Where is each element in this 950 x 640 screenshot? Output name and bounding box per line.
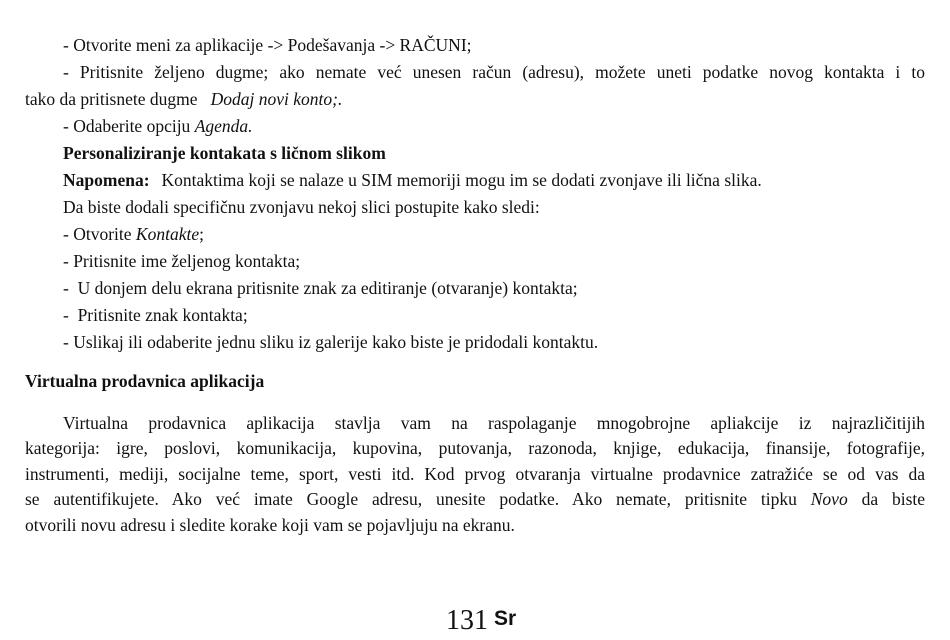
step-open-contacts: - Otvorite Kontakte; bbox=[63, 224, 204, 244]
step-take-photo: - Uslikaj ili odaberite jednu sliku iz galerije kako biste je pridodali kontaktu. bbox=[63, 332, 599, 352]
add-account-label: Dodaj novi konto;. bbox=[210, 89, 343, 109]
step-choose-agenda: - Odaberite opciju Agenda. bbox=[63, 116, 253, 136]
store-paragraph-line: instrumenti, mediji, socijalne teme, sport, vesti itd. Kod prvog otvaranja virtualne prodavnice zatražiće se od vas da bbox=[25, 463, 925, 484]
note-label: Napomena: bbox=[63, 170, 150, 190]
store-paragraph-line: Virtualna prodavnica aplikacija stavlja vam na raspolaganje mnogobrojne apliakcije iz najrazličitijih bbox=[63, 413, 925, 433]
step-open-menu: - Otvorite meni za aplikacije -> Podešavanja -> RAČUNI; bbox=[63, 35, 472, 55]
note bbox=[25, 167, 925, 194]
section-heading-store: Virtualna prodavnica aplikacija bbox=[25, 371, 265, 391]
language-code: Sr bbox=[494, 607, 517, 630]
contacts-label: Kontakte bbox=[135, 224, 200, 244]
step-press-button-line2: tako da pritisnete dugme Dodaj novi konto;. bbox=[25, 89, 343, 109]
store-paragraph-line: se autentifikujete. Ako već imate Google adresu, unesite podatke. Ako nemate, pritisnite tipku Novo da biste bbox=[25, 489, 925, 510]
step-press-contact-name: - Pritisnite ime željenog kontakta; bbox=[63, 251, 301, 271]
page-footer bbox=[446, 604, 516, 640]
personalize-intro: Da biste dodali specifičnu zvonjavu nekoj slici postupite kako sledi: bbox=[63, 197, 540, 217]
step-press-button-line1: - Pritisnite željeno dugme; ako nemate već unesen račun (adresu), možete uneti podatke novog kontakta i to bbox=[63, 62, 925, 82]
store-paragraph-line: otvorili novu adresu i sledite korake koji vam se pojavljuju na ekranu. bbox=[25, 514, 515, 535]
page-number: 131 bbox=[446, 605, 488, 636]
step-press-contact-sign: - Pritisnite znak kontakta; bbox=[63, 305, 248, 325]
step-press-edit-sign: - U donjem delu ekrana pritisnite znak za editiranje (otvaranje) kontakta; bbox=[63, 278, 578, 298]
section-heading-personalize: Personaliziranje kontakata s ličnom slikom bbox=[63, 143, 386, 163]
store-paragraph-line: kategorija: igre, poslovi, komunikacija, kupovina, putovanja, razonoda, knjige, edukacija, finansije, fotografije, bbox=[25, 438, 925, 459]
new-button-label: Novo bbox=[810, 489, 848, 510]
agenda-label: Agenda. bbox=[194, 116, 253, 136]
store-paragraph bbox=[25, 411, 925, 538]
note-text: Kontaktima koji se nalaze u SIM memoriji mogu im se dodati zvonjave ili lična slika. bbox=[161, 170, 762, 190]
document-body bbox=[25, 32, 925, 356]
